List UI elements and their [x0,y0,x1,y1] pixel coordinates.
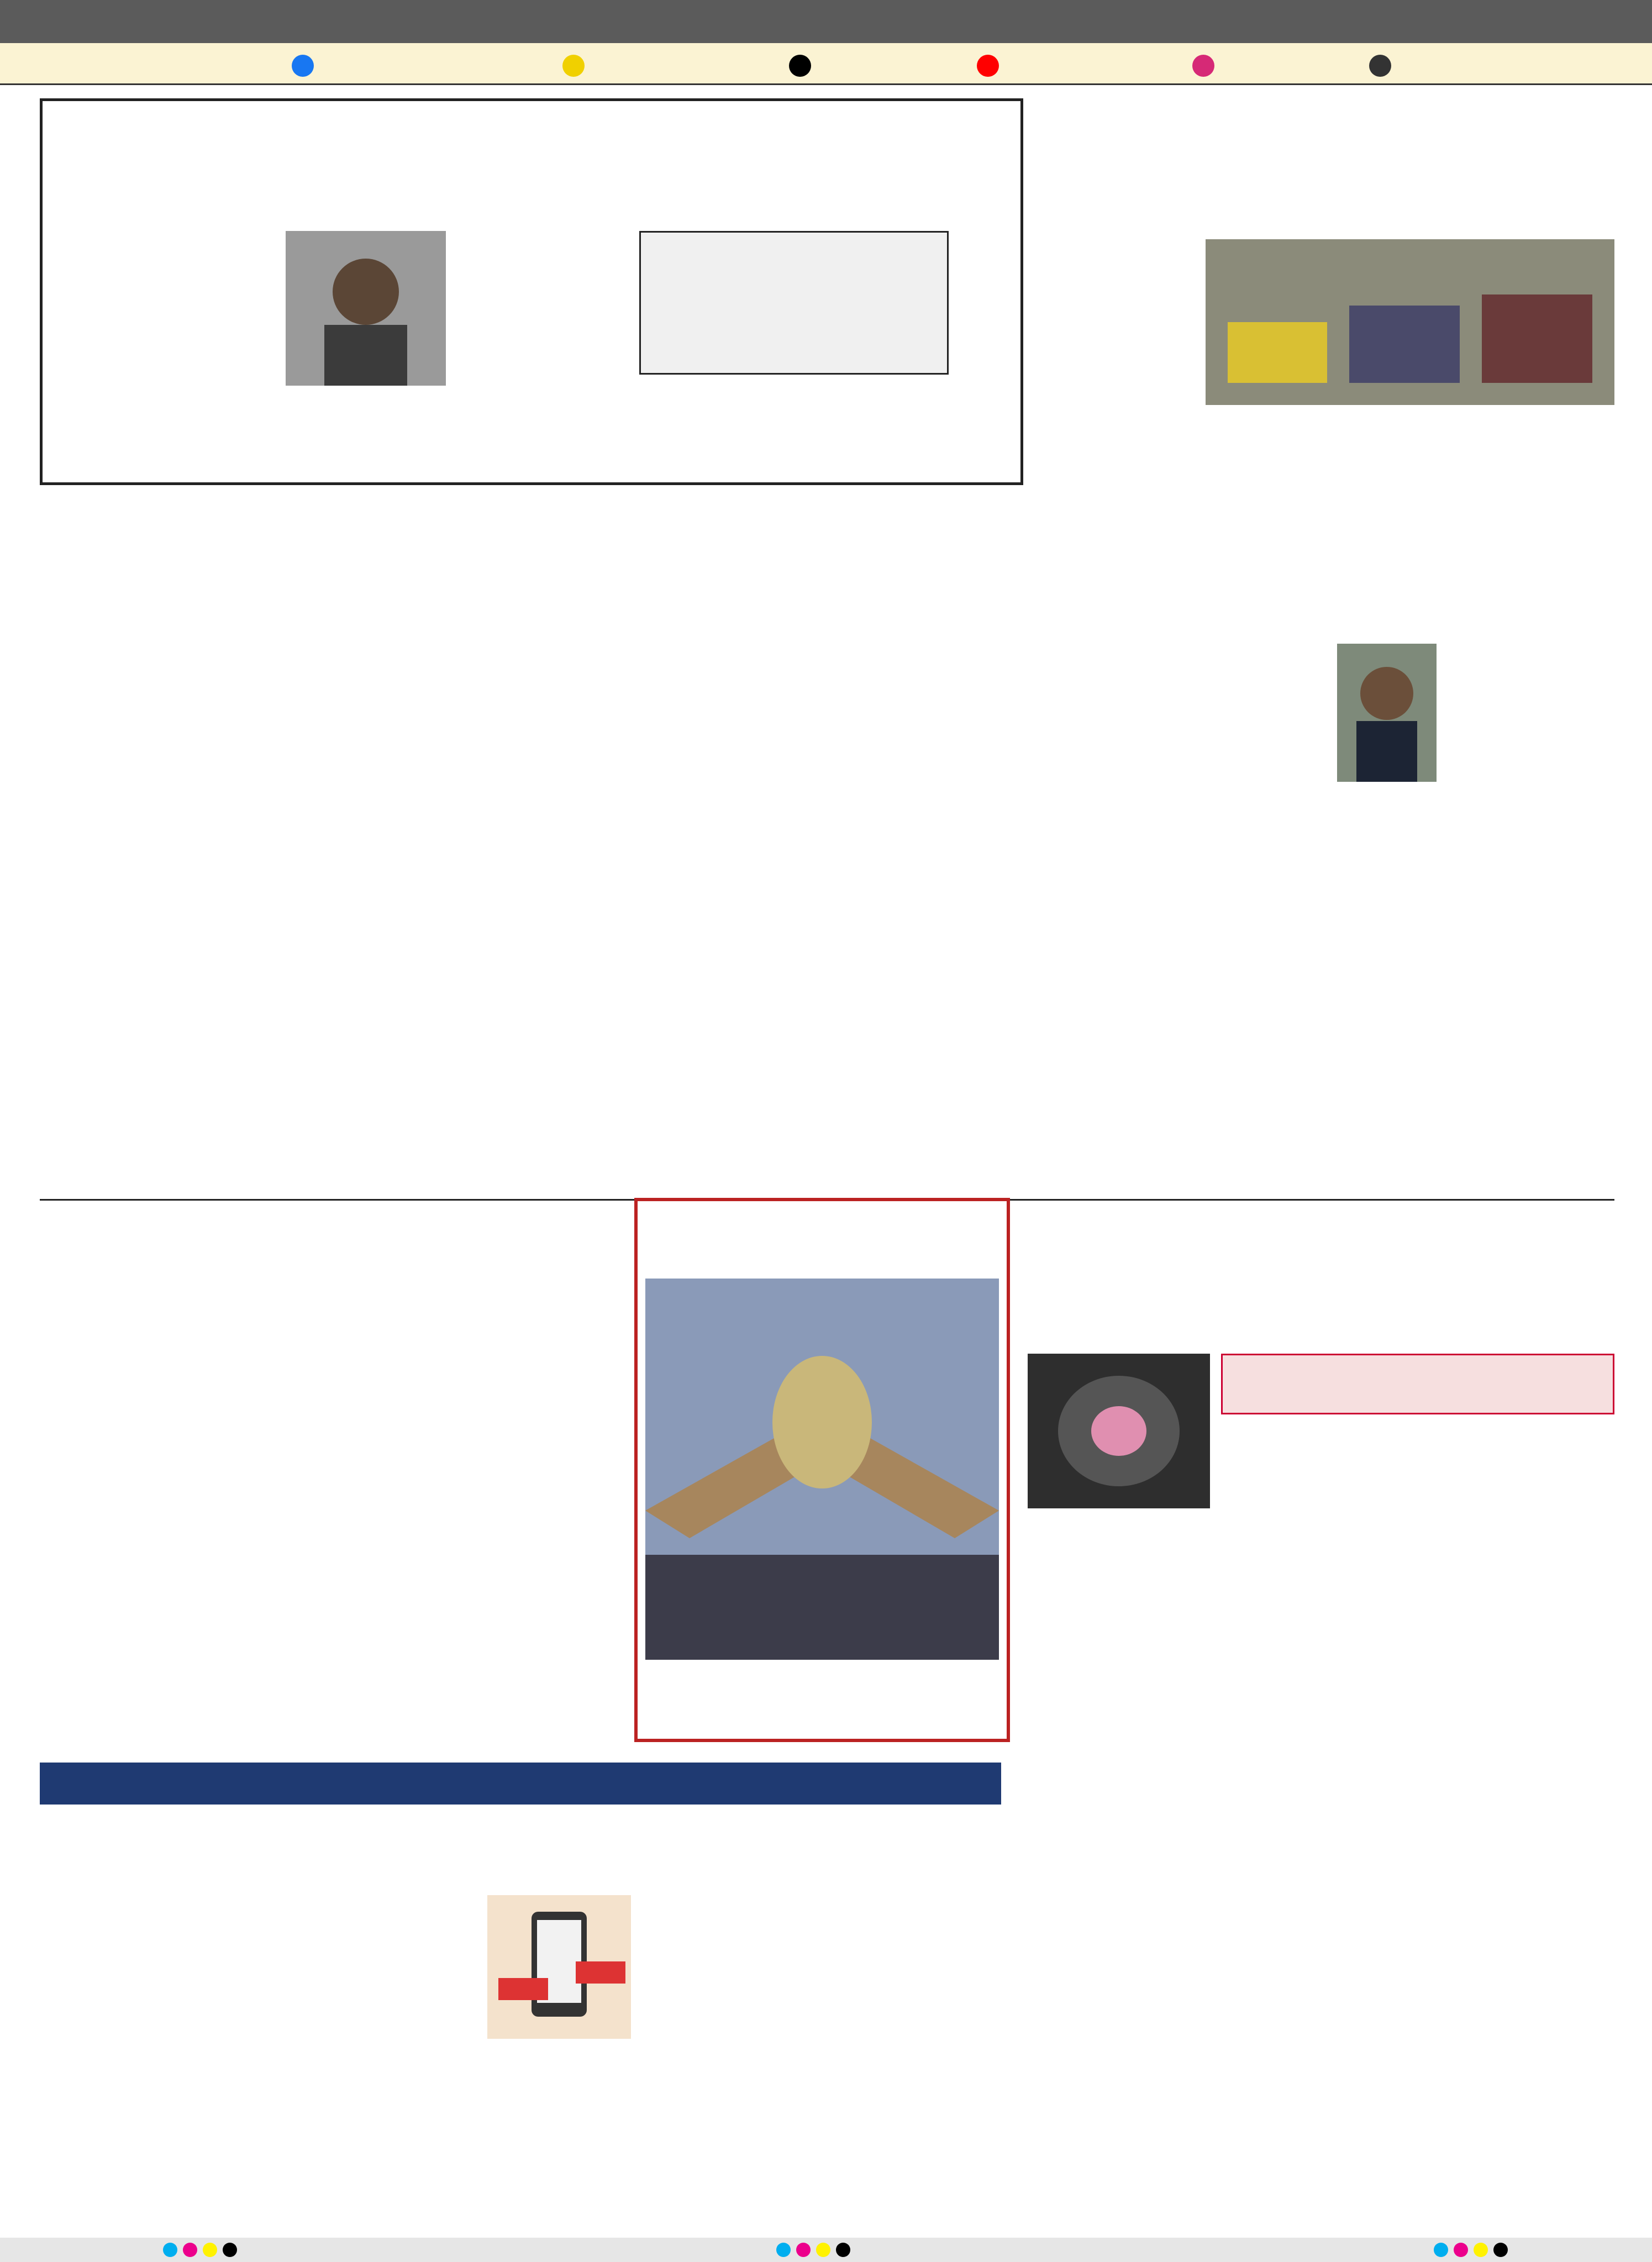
facebook-link[interactable] [287,52,318,77]
story-body [630,627,851,1124]
highlight-text [648,288,944,354]
story-caption [1034,239,1200,339]
story-get-out [862,495,1614,1196]
petrol-photo [1028,1354,1210,1508]
yellow-dot-icon [816,2243,830,2257]
story-body [1028,1558,1614,1740]
story-heat [630,495,851,1196]
story-ganesh-photo [634,1198,1010,1742]
story-body [862,754,1614,1119]
x-link[interactable] [785,52,816,77]
website-link[interactable] [1365,52,1396,77]
petrol-subhead-text [1221,1420,1614,1514]
story-lead [40,644,217,732]
officer-portrait-icon [286,231,446,386]
story-body-col2 [286,394,617,477]
story-highlight-box [639,231,949,375]
story-body-col1 [55,311,276,477]
youtube-link[interactable] [972,52,1003,77]
yellow-dot-icon [1474,2243,1488,2257]
story-body-col2 [1206,413,1614,485]
story-body-col3 [639,383,1015,477]
story-pink-petrol [1028,1204,1614,1746]
fuel-nozzle-icon [1028,1354,1210,1508]
officer-photo [286,231,446,386]
traffic-jam-icon [1206,239,1614,405]
petrol-subhead-box [1221,1354,1614,1414]
story-lead [40,1359,217,1464]
ganesh-idol-photo [645,1279,999,1660]
web-icon [1369,55,1391,77]
photo-caption [645,1665,999,1737]
instagram-link[interactable] [1188,52,1219,77]
story-body [1028,1923,1614,2216]
story-bail [1028,1763,1614,2221]
black-dot-icon [1493,2243,1508,2257]
story-cyber-kicker-bar [40,1763,1001,1805]
story-lead [55,231,276,303]
facebook-icon [292,55,314,77]
registration-marks-left [160,2243,240,2259]
story-lead [862,644,1083,749]
registration-marks-right [1431,2243,1511,2259]
magenta-dot-icon [796,2243,811,2257]
traffic-photo [1206,239,1614,405]
story-court-approval [40,1204,625,1746]
ganesh-idol-icon [645,1279,999,1660]
masthead [0,0,1652,43]
story-body [40,738,620,1113]
story-helmet [40,495,620,1196]
story-cyber-raksha [40,1812,1001,2221]
black-dot-icon [223,2243,237,2257]
story-body [40,1895,1001,2216]
print-footer [0,2238,1652,2262]
story-traffic [1034,98,1614,485]
cyan-dot-icon [163,2243,177,2257]
follow-bar [0,43,1652,85]
youtube-icon [977,55,999,77]
x-icon [789,55,811,77]
snapchat-link[interactable] [558,52,589,77]
magenta-dot-icon [1454,2243,1468,2257]
yellow-dot-icon [203,2243,217,2257]
instagram-icon [1192,55,1214,77]
cyan-dot-icon [1434,2243,1448,2257]
magenta-dot-icon [183,2243,197,2257]
snapchat-icon [562,55,585,77]
story-body [40,1470,625,1735]
photo-caption [1028,1511,1210,1550]
story-body-col1 [1034,347,1200,485]
cyan-dot-icon [776,2243,791,2257]
story-suspension [40,98,1023,485]
registration-marks-center [774,2243,853,2259]
black-dot-icon [836,2243,850,2257]
